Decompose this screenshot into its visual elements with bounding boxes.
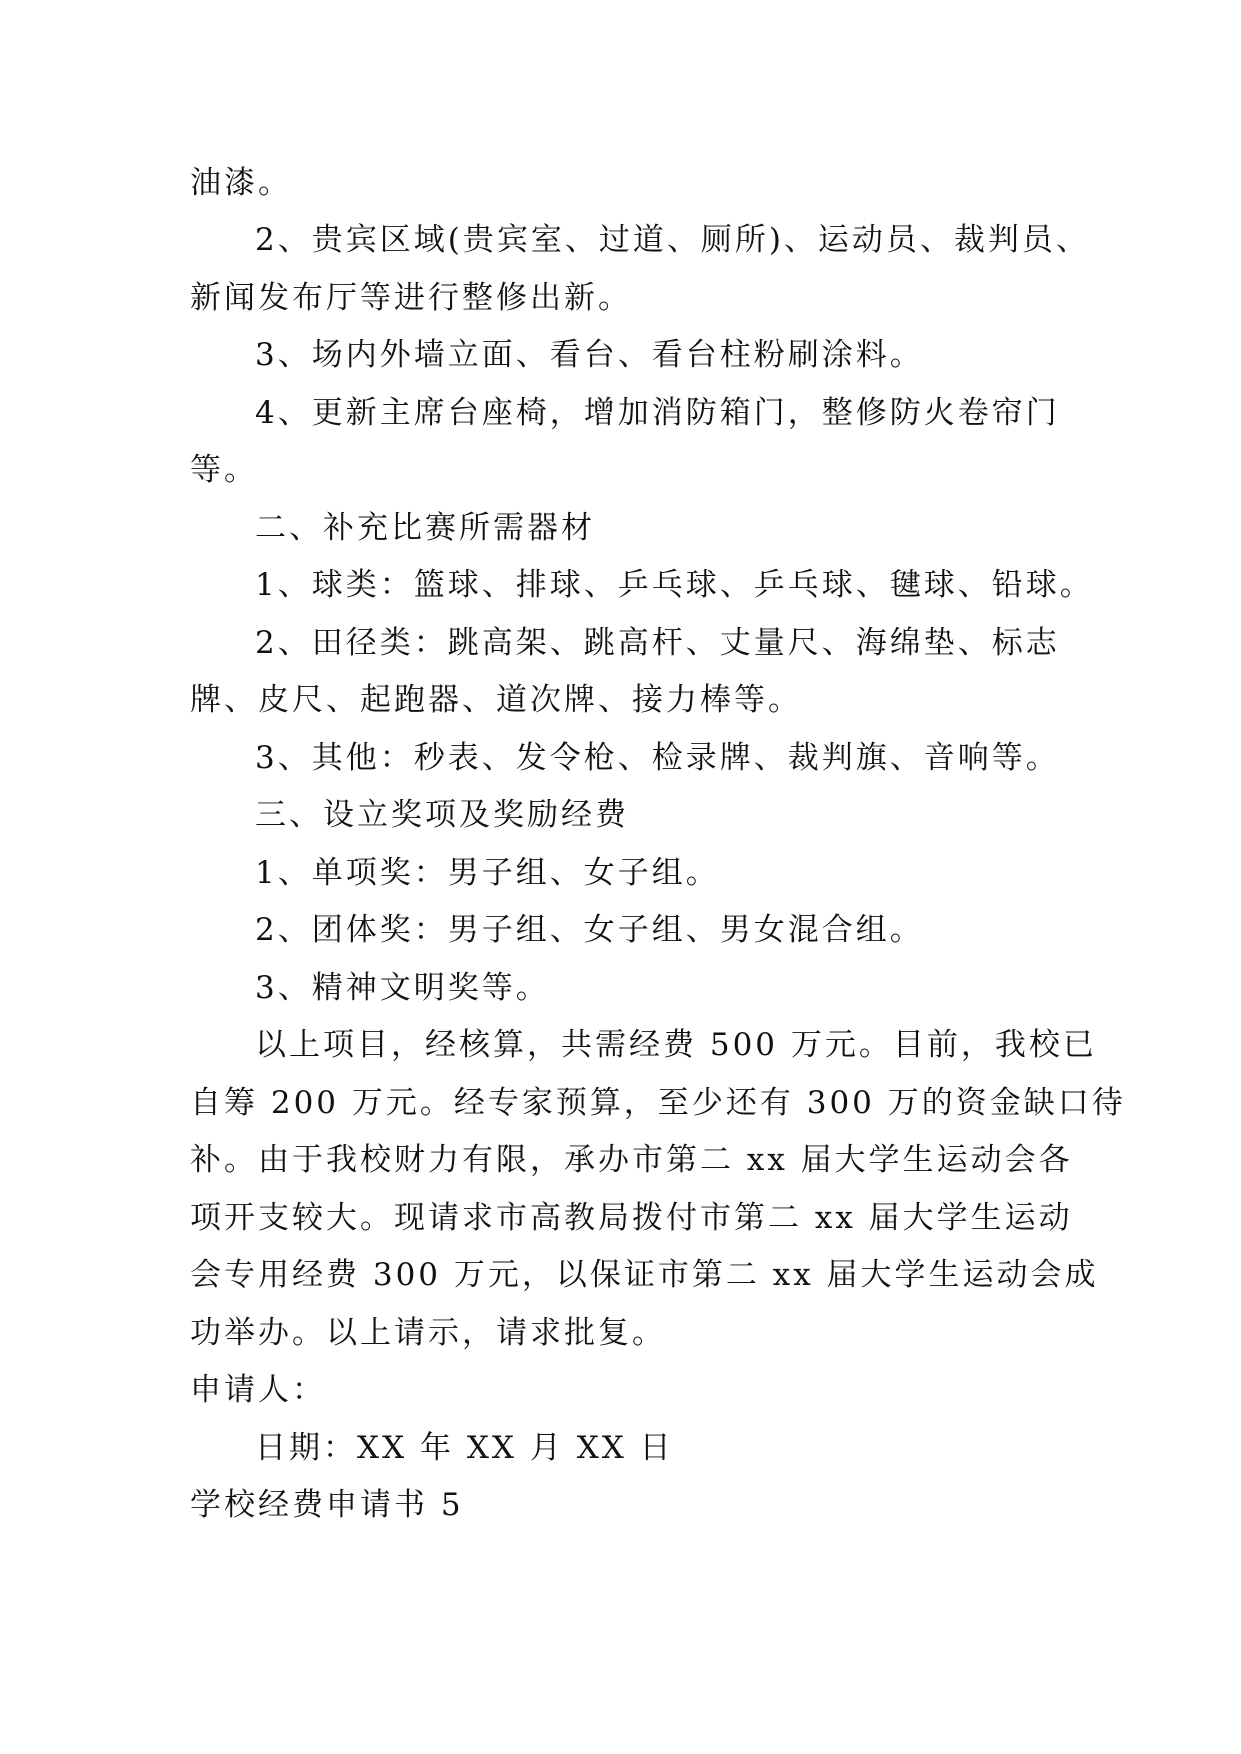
text-line: 2、团体奖：男子组、女子组、男女混合组。	[255, 912, 924, 948]
text-line: 自筹 200 万元。经专家预算，至少还有 300 万的资金缺口待	[190, 1085, 1126, 1121]
text-line: 3、精神文明奖等。	[255, 970, 550, 1006]
section-heading: 二、补充比赛所需器材	[255, 510, 595, 546]
applicant-label: 申请人：	[190, 1372, 326, 1408]
text-line: 功举办。以上请示，请求批复。	[190, 1315, 666, 1351]
date-line: 日期：XX 年 XX 月 XX 日	[255, 1430, 674, 1466]
text-line: 项开支较大。现请求市高教局拨付市第二 xx 届大学生运动	[190, 1200, 1073, 1236]
text-line: 牌、皮尺、起跑器、道次牌、接力棒等。	[190, 682, 802, 718]
text-line: 会专用经费 300 万元，以保证市第二 xx 届大学生运动会成	[190, 1257, 1099, 1293]
text-line: 1、单项奖：男子组、女子组。	[255, 855, 720, 891]
text-line: 新闻发布厅等进行整修出新。	[190, 280, 632, 316]
section-heading: 三、设立奖项及奖励经费	[255, 797, 629, 833]
text-line: 2、田径类：跳高架、跳高杆、丈量尺、海绵垫、标志	[255, 625, 1060, 661]
text-line: 3、其他：秒表、发令枪、检录牌、裁判旗、音响等。	[255, 740, 1060, 776]
text-line: 3、场内外墙立面、看台、看台柱粉刷涂料。	[255, 337, 924, 373]
text-line: 等。	[190, 452, 258, 488]
text-line: 油漆。	[190, 165, 292, 201]
text-line: 补。由于我校财力有限，承办市第二 xx 届大学生运动会各	[190, 1142, 1073, 1178]
document-title: 学校经费申请书 5	[190, 1487, 464, 1523]
text-line: 4、更新主席台座椅，增加消防箱门，整修防火卷帘门	[255, 395, 1060, 431]
text-line: 2、贵宾区域(贵宾室、过道、厕所)、运动员、裁判员、	[255, 222, 1090, 258]
text-line: 1、球类：篮球、排球、乒乓球、乒乓球、毽球、铅球。	[255, 567, 1094, 603]
text-line: 以上项目，经核算，共需经费 500 万元。目前，我校已	[255, 1027, 1097, 1063]
